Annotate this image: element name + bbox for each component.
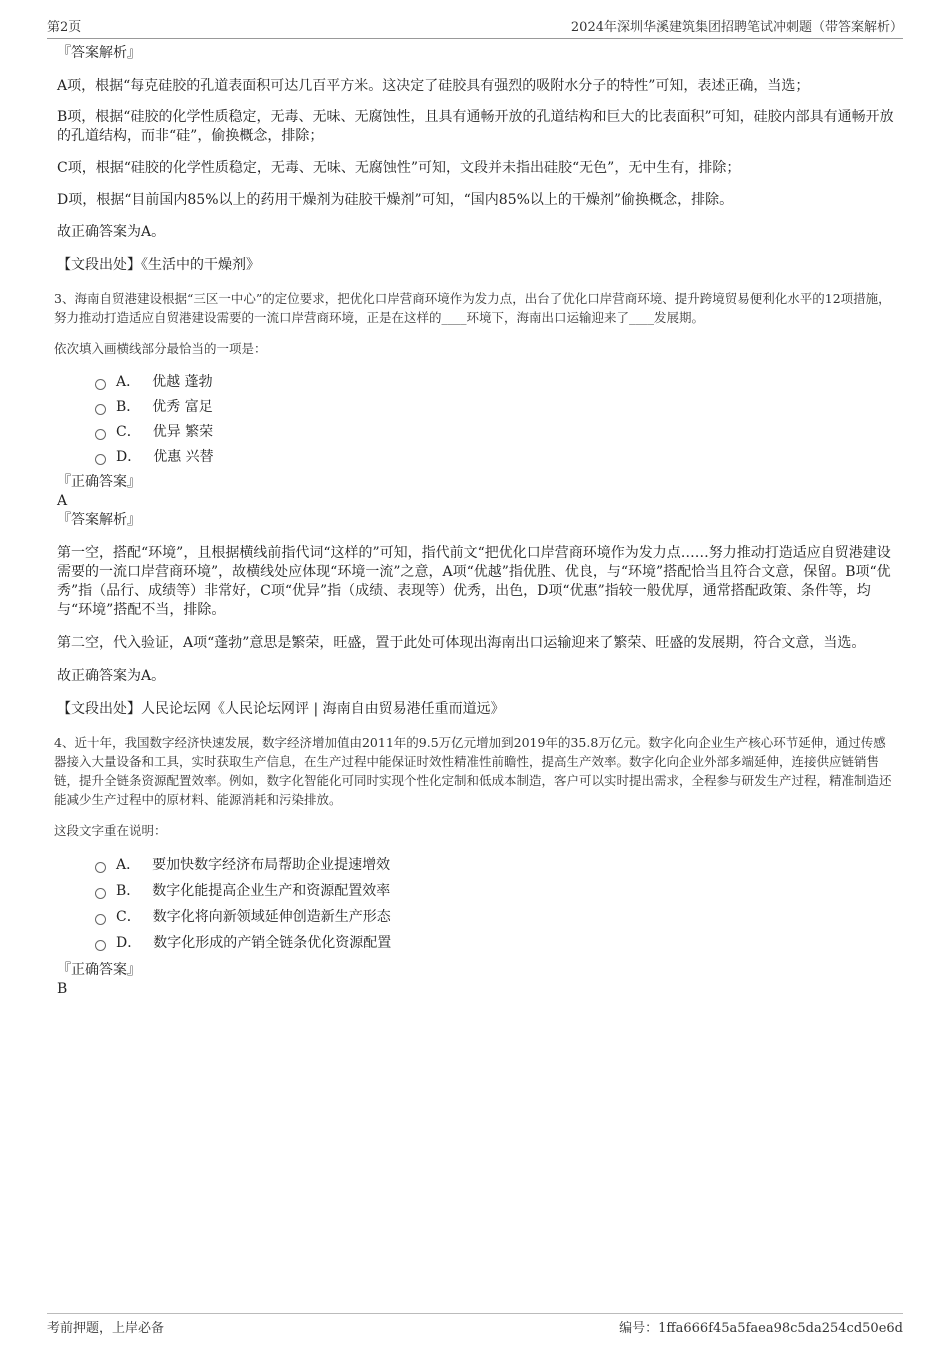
radio-icon[interactable] bbox=[95, 404, 106, 415]
source-citation: 【文段出处】《生活中的干燥剂》 bbox=[57, 257, 260, 273]
analysis-blank-2: 第二空，代入验证，A项“蓬勃”意思是繁荣，旺盛，置于此处可体现出海南出口运输迎来了繁荣、旺盛的发展期，符合文意，当选。 bbox=[57, 635, 866, 651]
question-4-options bbox=[57, 856, 897, 953]
page-footer bbox=[47, 1313, 903, 1336]
option-c[interactable]: C． 优异 繁荣 bbox=[95, 423, 897, 442]
analysis-heading: 『答案解析』 bbox=[57, 45, 141, 61]
analysis-option-b: B项，根据“硅胶的化学性质稳定，无毒、无味、无腐蚀性，且具有通畅开放的孔道结构和巨大的比表面积”可知，硅胶内部具有通畅开放的孔道结构，而非“硅”，偷换概念，排除； bbox=[57, 109, 894, 144]
option-d[interactable]: D． 优惠 兴替 bbox=[95, 448, 897, 467]
question-4-stem: 4、近十年，我国数字经济快速发展，数字经济增加值由2011年的9.5万亿元增加到2019年的35.8万亿元。数字化向企业生产核心环节延伸，通过传感器接入大量设备和工具，实时获取生产信息，在生产过程中能保证时效性精准性前瞻性，提高生产效率。数字化向企业外部多端延伸，连接供应链销售链，提升全链条资源配置效率。例如，数字化智能化可同时实现个性化定制和低成本制造，客户可以实时提出需求，全程参与研发生产过程，精准制造还能减少生产过程中的原材料、能源消耗和污染排放。 bbox=[54, 735, 892, 807]
radio-icon[interactable] bbox=[95, 862, 106, 873]
option-d[interactable]: D． 数字化形成的产销全链条优化资源配置 bbox=[95, 934, 897, 953]
document-body bbox=[54, 44, 897, 999]
page-number: 第2页 bbox=[47, 20, 82, 35]
radio-icon[interactable] bbox=[95, 454, 106, 465]
radio-icon[interactable] bbox=[95, 379, 106, 390]
document-id: 编号：1ffa666f45a5faea98c5da254cd50e6d bbox=[619, 1321, 903, 1336]
analysis-conclusion: 故正确答案为A。 bbox=[57, 668, 166, 684]
analysis-blank-1: 第一空，搭配“环境”，且根据横线前指代词“这样的”可知，指代前文“把优化口岸营商环境作为发力点……努力推动打造适应自贸港建设需要的一流口岸营商环境”，故横线处应体现“环境一流”之意，A项“优越”指优胜、优良，与“环境”搭配恰当且符合文意，保留。B项“优秀”指（品行、成绩等）非常好，C项“优异”指（成绩、表现等）优秀，出色，D项“优惠”指较一般优厚，通常搭配政策、条件等，均与“环境”搭配不当，排除。 bbox=[57, 545, 891, 618]
radio-icon[interactable] bbox=[95, 888, 106, 899]
correct-answer-heading: 『正确答案』 bbox=[57, 962, 141, 978]
radio-icon[interactable] bbox=[95, 940, 106, 951]
question-3-prompt: 依次填入画横线部分最恰当的一项是： bbox=[54, 341, 267, 356]
analysis-option-a: A项，根据“每克硅胶的孔道表面积可达几百平方米。这决定了硅胶具有强烈的吸附水分子的特性”可知，表述正确，当选； bbox=[57, 78, 810, 94]
analysis-option-c: C项，根据“硅胶的化学性质稳定，无毒、无味、无腐蚀性”可知，文段并未指出硅胶“无色”，无中生有，排除； bbox=[57, 160, 741, 176]
footer-slogan: 考前押题，上岸必备 bbox=[47, 1321, 165, 1336]
option-c[interactable]: C． 数字化将向新领域延伸创造新生产形态 bbox=[95, 908, 897, 927]
radio-icon[interactable] bbox=[95, 914, 106, 925]
correct-answer-heading: 『正确答案』 bbox=[57, 474, 141, 490]
source-citation: 【文段出处】人民论坛网《人民论坛网评 | 海南自由贸易港任重而道远》 bbox=[57, 701, 505, 717]
question-4-prompt: 这段文字重在说明： bbox=[54, 823, 167, 838]
option-b[interactable]: B． 优秀 富足 bbox=[95, 398, 897, 417]
option-b[interactable]: B． 数字化能提高企业生产和资源配置效率 bbox=[95, 882, 897, 901]
option-a[interactable]: A． 优越 蓬勃 bbox=[95, 373, 897, 392]
analysis-conclusion: 故正确答案为A。 bbox=[57, 224, 166, 240]
radio-icon[interactable] bbox=[95, 429, 106, 440]
question-3-stem: 3、海南自贸港建设根据“三区一中心”的定位要求，把优化口岸营商环境作为发力点，出台了优化口岸营商环境、提升跨境贸易便利化水平的12项措施，努力推动打造适应自贸港建设需要的一流口岸营商环境，正是在这样的____环境下，海南出口运输迎来了____发展期。 bbox=[54, 291, 891, 325]
analysis-heading: 『答案解析』 bbox=[57, 512, 141, 528]
option-a[interactable]: A． 要加快数字经济布局帮助企业提速增效 bbox=[95, 856, 897, 875]
correct-answer: A bbox=[57, 493, 68, 509]
question-3-options bbox=[57, 373, 897, 467]
document-title: 2024年深圳华溪建筑集团招聘笔试冲刺题（带答案解析） bbox=[570, 20, 903, 35]
analysis-option-d: D项，根据“目前国内85%以上的药用干燥剂为硅胶干燥剂”可知，“国内85%以上的干燥剂”偷换概念，排除。 bbox=[57, 192, 734, 208]
correct-answer: B bbox=[57, 981, 68, 997]
page-header bbox=[47, 16, 903, 39]
